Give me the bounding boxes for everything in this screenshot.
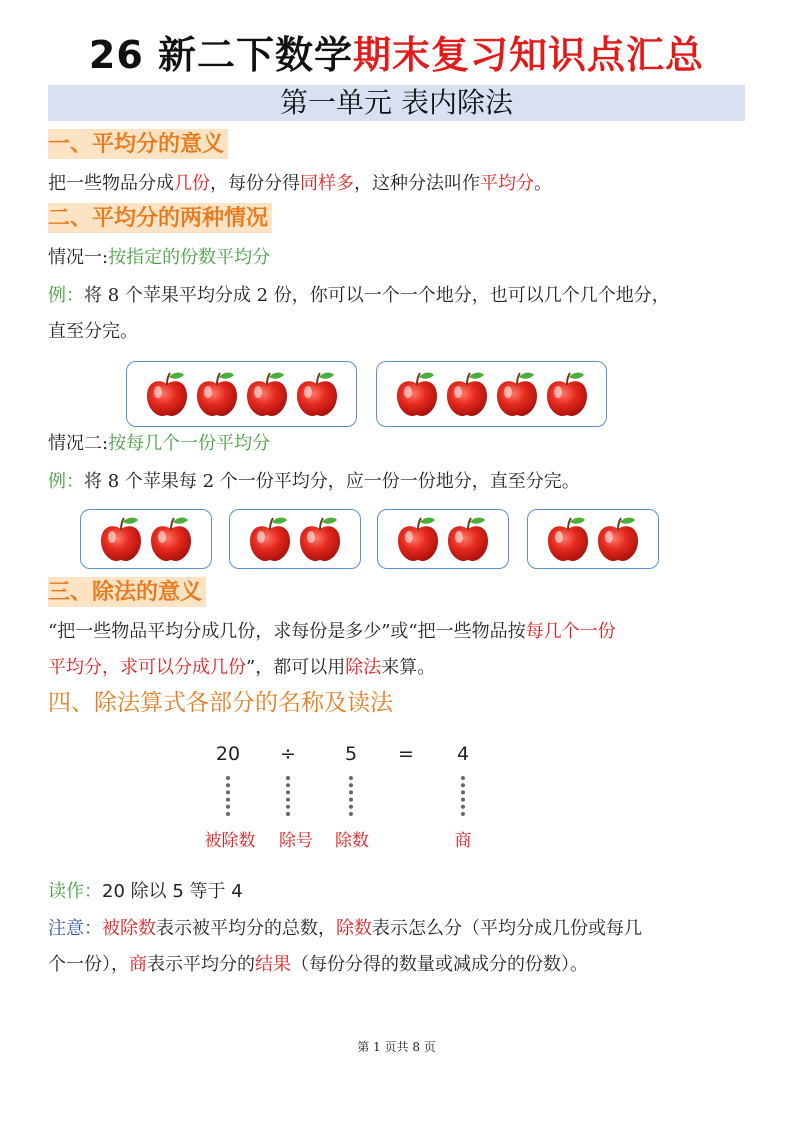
section2-heading: 二、平均分的两种情况 xyxy=(48,203,272,233)
section1-heading: 一、平均分的意义 xyxy=(48,129,228,159)
note-text: 注意：被除数表示被平均分的总数，除数表示怎么分（平均分成几份或每几 个一份），商表示平均分的结果（每份分得的数量或减成分的份数）。 xyxy=(48,918,642,975)
page-title xyxy=(0,24,793,79)
apple-group-1 xyxy=(126,361,357,427)
section3-heading: 三、除法的意义 xyxy=(48,577,206,607)
apple-pair-3 xyxy=(377,509,509,569)
apple-icon xyxy=(545,515,591,563)
apple-icon xyxy=(244,370,290,418)
unit-heading: 第一单元 表内除法 xyxy=(48,85,745,121)
page-footer: 第 1 页共 8 页 xyxy=(357,1040,436,1054)
dotted-connector xyxy=(286,776,294,816)
section4-heading: 四、除法算式各部分的名称及读法 xyxy=(48,690,393,716)
dotted-connector xyxy=(349,776,357,816)
apple-icon xyxy=(297,515,343,563)
label-operator: 除号 xyxy=(279,831,313,851)
title-part2: 期末复习知识点汇总 xyxy=(353,33,705,77)
dotted-connector xyxy=(226,776,234,816)
eq-dividend: 20 xyxy=(215,743,241,765)
example1-text: 例：将 8 个苹果平均分成 2 份，你可以一个一个地分，也可以几个几个地分， 直至分完。 xyxy=(48,285,670,342)
eq-divisor: 5 xyxy=(344,743,358,765)
apple-icon xyxy=(544,370,590,418)
read-line: 读作：20 除以 5 等于 4 xyxy=(48,881,243,902)
apple-pair-4 xyxy=(527,509,659,569)
section3-text: “把一些物品平均分成几份，求每份是多少”或“把一些物品按每几个一份 平均分，求可以分成几份”，都可以用除法来算。 xyxy=(48,621,616,678)
apple-icon xyxy=(148,515,194,563)
apple-pair-2 xyxy=(229,509,361,569)
apple-icon xyxy=(394,370,440,418)
label-dividend: 被除数 xyxy=(204,831,256,851)
apple-icon xyxy=(395,515,441,563)
apple-icon xyxy=(595,515,641,563)
apple-icon xyxy=(194,370,240,418)
title-part1: 26 新二下数学 xyxy=(88,33,354,77)
case1-line: 情况一:按指定的份数平均分 xyxy=(48,247,271,268)
eq-quotient: 4 xyxy=(456,743,470,765)
dotted-connector xyxy=(461,776,469,816)
section1-text: 把一些物品分成几份，每份分得同样多，这种分法叫作平均分。 xyxy=(48,173,552,194)
apple-group-2 xyxy=(376,361,607,427)
apple-icon xyxy=(294,370,340,418)
apple-icon xyxy=(444,370,490,418)
eq-operator: ÷ xyxy=(280,743,296,765)
apple-icon xyxy=(98,515,144,563)
example2-text: 例：将 8 个苹果每 2 个一份平均分，应一份一份地分，直至分完。 xyxy=(48,471,580,492)
label-divisor: 除数 xyxy=(335,831,369,851)
case2-line: 情况二:按每几个一份平均分 xyxy=(48,433,271,454)
apple-icon xyxy=(494,370,540,418)
apple-pair-1 xyxy=(80,509,212,569)
label-quotient: 商 xyxy=(454,831,472,851)
apple-icon xyxy=(247,515,293,563)
apple-icon xyxy=(445,515,491,563)
apple-icon xyxy=(144,370,190,418)
eq-equals: = xyxy=(398,743,414,765)
